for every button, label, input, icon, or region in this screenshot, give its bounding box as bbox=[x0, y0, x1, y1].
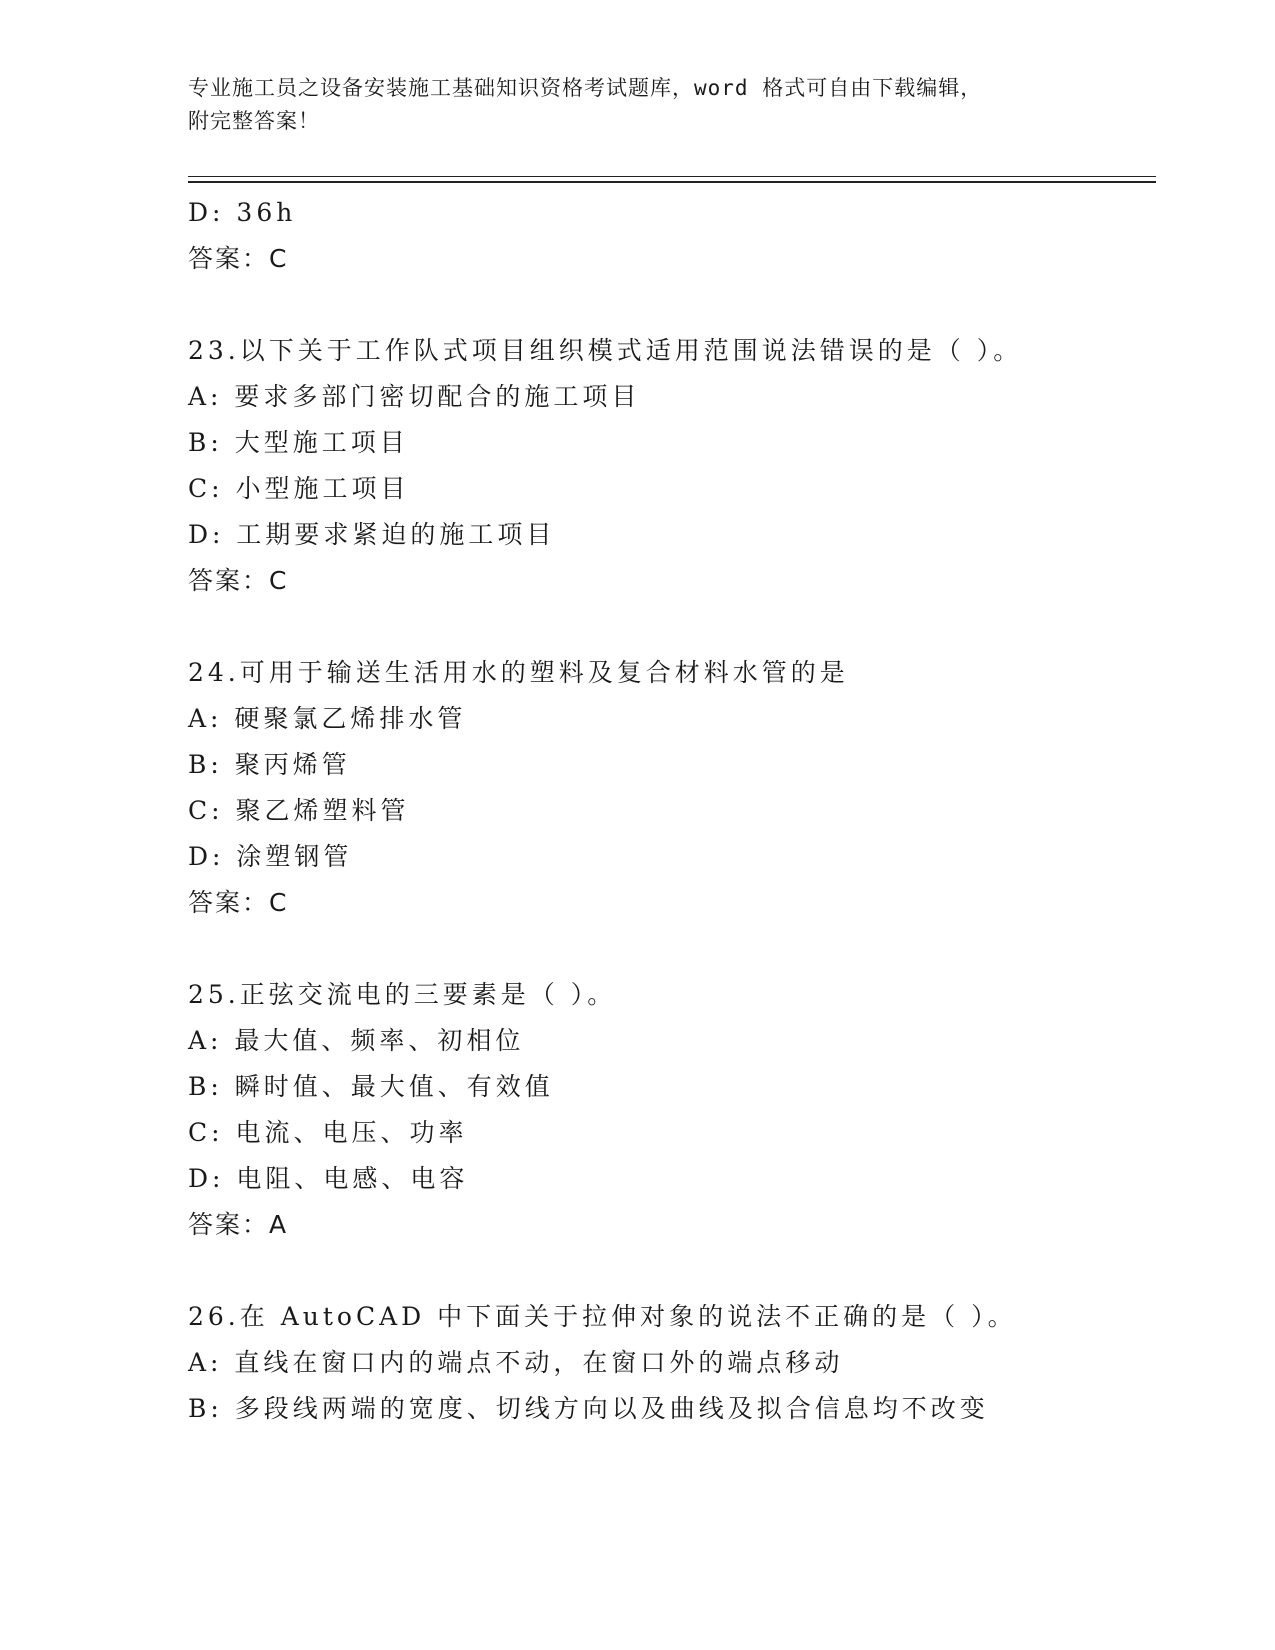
option-a: A: 直线在窗口内的端点不动，在窗口外的端点移动 bbox=[188, 1348, 844, 1377]
option-b: B: 聚丙烯管 bbox=[188, 750, 351, 779]
answer-line: 答案：C bbox=[188, 566, 289, 595]
question-title: 26.在 AutoCAD 中下面关于拉伸对象的说法不正确的是（ ）。 bbox=[188, 1302, 1017, 1331]
question-title: 24.可用于输送生活用水的塑料及复合材料水管的是 bbox=[188, 658, 849, 687]
question-23 bbox=[188, 328, 1156, 604]
option-d: D: 电阻、电感、电容 bbox=[188, 1164, 469, 1193]
question-26 bbox=[188, 1294, 1156, 1432]
option-c: C: 小型施工项目 bbox=[188, 474, 410, 503]
option-a: A: 硬聚氯乙烯排水管 bbox=[188, 704, 467, 733]
answer-line: 答案：C bbox=[188, 244, 289, 273]
option-d: D: 涂塑钢管 bbox=[188, 842, 353, 871]
question-24 bbox=[188, 650, 1156, 926]
option-a: A: 要求多部门密切配合的施工项目 bbox=[188, 382, 641, 411]
answer-line: 答案：C bbox=[188, 888, 289, 917]
option-d: D: 工期要求紧迫的施工项目 bbox=[188, 520, 556, 549]
header-divider-thick bbox=[188, 181, 1156, 183]
question-title: 25.正弦交流电的三要素是（ ）。 bbox=[188, 980, 617, 1009]
question-content bbox=[188, 190, 1156, 1432]
document-header bbox=[188, 72, 1068, 138]
answer-line: 答案：A bbox=[188, 1210, 289, 1239]
header-line-2: 附完整答案！ bbox=[188, 109, 320, 133]
option-a: A: 最大值、频率、初相位 bbox=[188, 1026, 525, 1055]
question-25 bbox=[188, 972, 1156, 1248]
option-c: C: 电流、电压、功率 bbox=[188, 1118, 468, 1147]
option-b: B: 瞬时值、最大值、有效值 bbox=[188, 1072, 554, 1101]
header-line-1: 专业施工员之设备安装施工基础知识资格考试题库，word 格式可自由下载编辑， bbox=[188, 76, 983, 100]
option-b: B: 多段线两端的宽度、切线方向以及曲线及拟合信息均不改变 bbox=[188, 1394, 989, 1423]
option-c: C: 聚乙烯塑料管 bbox=[188, 796, 410, 825]
question-title: 23.以下关于工作队式项目组织模式适用范围说法错误的是（ ）。 bbox=[188, 336, 1023, 365]
option-b: B: 大型施工项目 bbox=[188, 428, 409, 457]
header-divider-thin bbox=[188, 176, 1156, 177]
option-d: D: 36h bbox=[188, 198, 297, 227]
